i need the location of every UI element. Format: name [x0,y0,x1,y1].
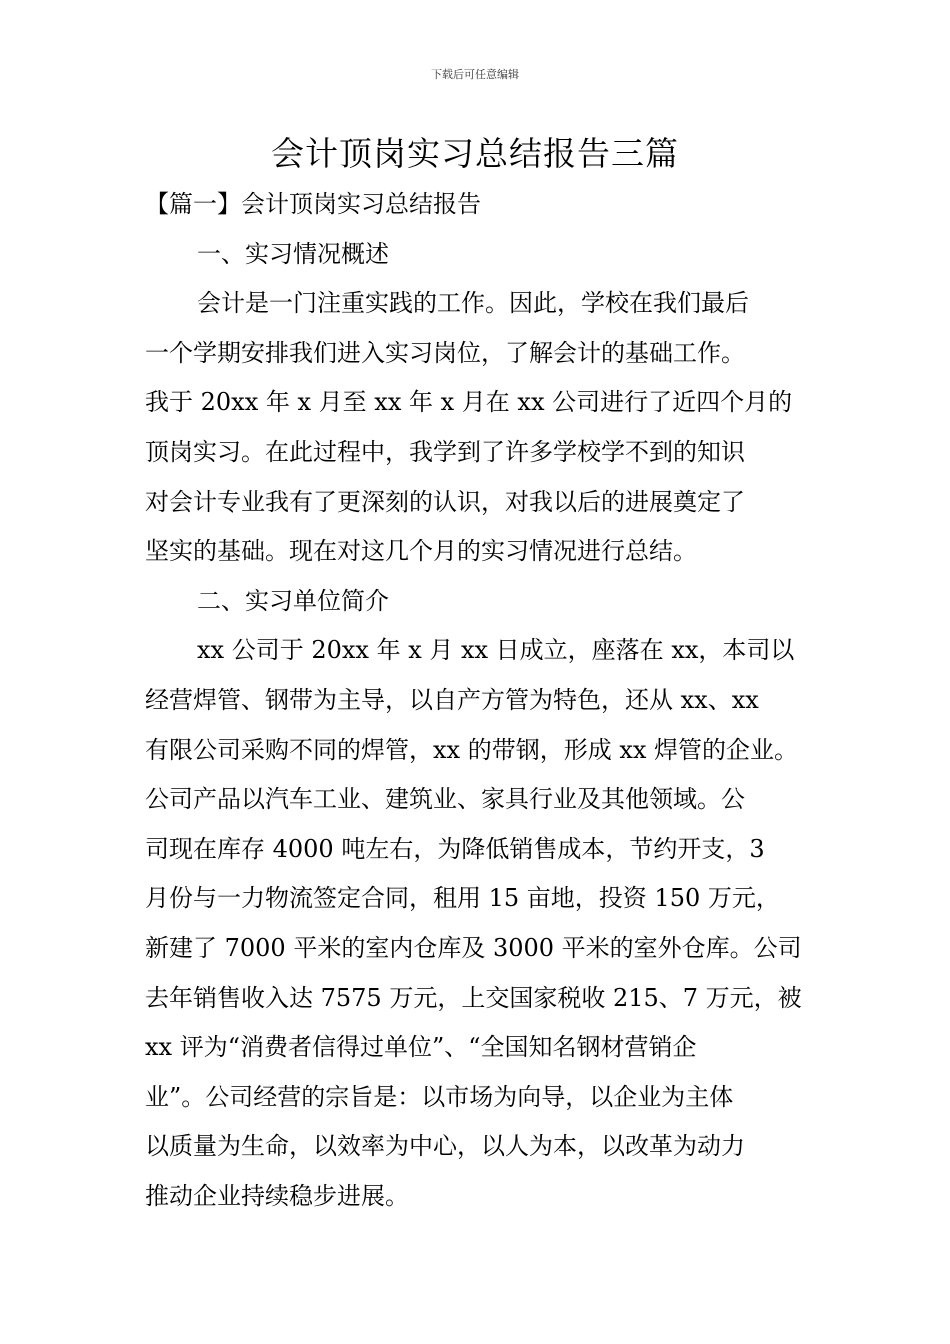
paragraph-line: 业”。公司经营的宗旨是：以市场为向导，以企业为主体 [145,1082,734,1111]
paragraph-line: 司现在库存 4000 吨左右，为降低销售成本，节约开支，3 [145,834,765,863]
document-title: 会计顶岗实习总结报告三篇 [271,134,679,173]
paragraph-line: 公司产品以汽车工业、建筑业、家具行业及其他领域。公 [145,785,745,814]
paragraph-line: 有限公司采购不同的焊管，xx 的带钢，形成 xx 焊管的企业。 [145,735,799,764]
paragraph-line: 坚实的基础。现在对这几个月的实习情况进行总结。 [145,537,697,566]
paragraph-line: 去年销售收入达 7575 万元，上交国家税收 215、7 万元，被 [145,983,802,1012]
paragraph-line: 我于 20xx 年 x 月至 xx 年 x 月在 xx 公司进行了近四个月的 [145,388,793,417]
paragraph-line: 新建了 7000 平米的室内仓库及 3000 平米的室外仓库。公司 [145,933,802,962]
subheading-company-intro: 二、实习单位简介 [197,586,389,615]
paragraph-line: 对会计专业我有了更深刻的认识，对我以后的进展奠定了 [145,487,745,516]
paragraph-line: 经营焊管、钢带为主导，以自产方管为特色，还从 xx、xx [145,685,759,714]
paragraph-line: 一个学期安排我们进入实习岗位，了解会计的基础工作。 [145,338,745,367]
paragraph-line: 月份与一力物流签定合同，租用 15 亩地，投资 150 万元， [145,884,780,913]
paragraph-line: xx 公司于 20xx 年 x 月 xx 日成立，座落在 xx，本司以 [197,636,795,665]
paragraph-line: 以质量为生命，以效率为中心，以人为本，以改革为动力 [145,1132,745,1161]
subheading-overview: 一、实习情况概述 [197,239,389,268]
paragraph-line: 会计是一门注重实践的工作。因此，学校在我们最后 [197,289,749,318]
header-note: 下载后可任意编辑 [431,68,519,81]
paragraph-line: 顶岗实习。在此过程中，我学到了许多学校学不到的知识 [145,437,745,466]
paragraph-line: xx 评为“消费者信得过单位”、“全国知名钢材营销企 [145,1033,697,1062]
section-heading-part-one: 【篇一】会计顶岗实习总结报告 [145,190,481,218]
document-body [145,180,817,1221]
paragraph-line: 推动企业持续稳步进展。 [145,1181,409,1210]
